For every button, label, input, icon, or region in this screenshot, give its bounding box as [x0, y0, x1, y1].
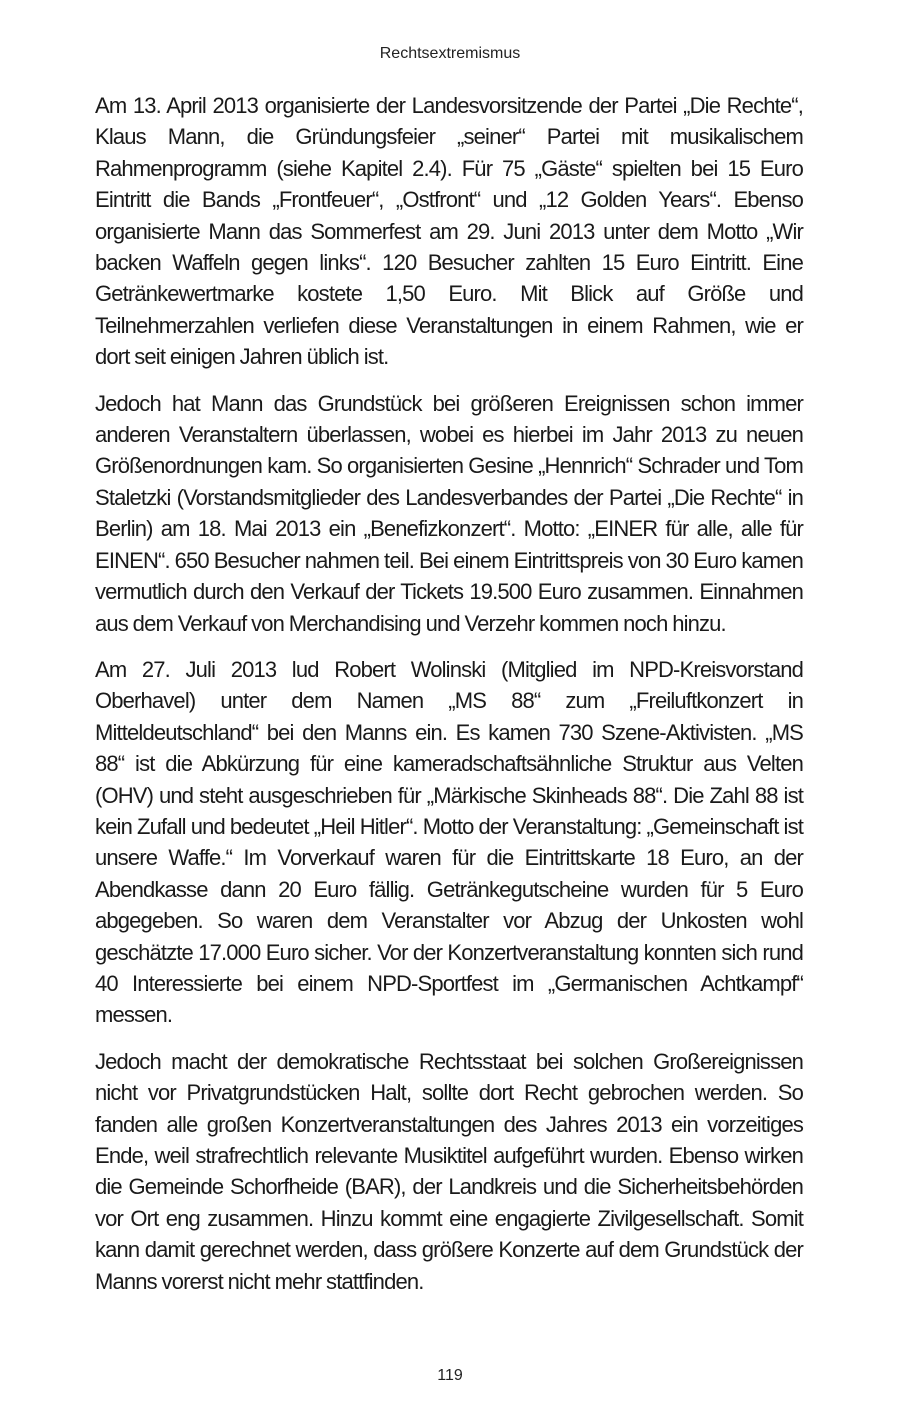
running-header: Rechtsextremismus: [379, 45, 521, 62]
paragraph: Am 27. Juli 2013 lud Robert Wolinski (Mitglied im NPD-Kreisvorstand Oberhavel) unter dem Namen „MS 88“ zum „Freiluftkonzert in Mitteldeutschland“ bei den Manns ein. Es kamen 730 Szene-Aktivisten. „MS 88“ ist die Abkürzung für eine kameradschaftsähnliche Struktur aus Velten (OHV) und steht ausgeschrieben für „Märkische Skinheads 88“. Die Zahl 88 ist kein Zufall und bedeutet „Heil Hitler“. Motto der Veranstaltung: „Gemeinschaft ist unsere Waffe.“ Im Vorverkauf waren für die Eintrittskarte 18 Euro, an der Abendkasse dann 20 Euro fällig. Getränkegutscheine wurden für 5 Euro abgegeben. So waren dem Veranstalter vor Abzug der Unkosten wohl geschätzte 17.000 Euro sicher. Vor der Konzertveranstaltung konnten sich rund 40 Interessierte bei einem NPD-Sportfest im „Germanischen Achtkampf“ messen.: [95, 656, 803, 1028]
body-text: [95, 90, 803, 1312]
page-number: 119: [437, 1367, 463, 1384]
paragraph: Jedoch hat Mann das Grundstück bei größeren Ereignissen schon immer anderen Veranstaltern überlassen, wobei es hierbei im Jahr 2013 zu neuen Größenordnungen kam. So organisierten Gesine „Hennrich“ Schrader und Tom Staletzki (Vorstandsmitglieder des Landesverbandes der Partei „Die Rechte“ in Berlin) am 18. Mai 2013 ein „Benefizkonzert“. Motto: „EINER für alle, alle für EINEN“. 650 Besucher nahmen teil. Bei einem Eintrittspreis von 30 Euro kamen vermutlich durch den Verkauf der Tickets 19.500 Euro zusammen. Einnahmen aus dem Verkauf von Merchandising und Verzehr kommen noch hinzu.: [95, 390, 803, 636]
paragraph: Am 13. April 2013 organisierte der Landesvorsitzende der Partei „Die Rechte“, Klaus Mann, die Gründungsfeier „seiner“ Partei mit musikalischem Rahmenprogramm (siehe Kapitel 2.4). Für 75 „Gäste“ spielten bei 15 Euro Eintritt die Bands „Frontfeuer“, „Ostfront“ und „12 Golden Years“. Ebenso organisierte Mann das Sommerfest am 29. Juni 2013 unter dem Motto „Wir backen Waffeln gegen links“. 120 Besucher zahlten 15 Euro Eintritt. Eine Getränkewertmarke kostete 1,50 Euro. Mit Blick auf Größe und Teilnehmerzahlen verliefen diese Veranstaltungen in einem Rahmen, wie er dort seit einigen Jahren üblich ist.: [95, 93, 803, 370]
paragraph: Jedoch macht der demokratische Rechtsstaat bei solchen Großereignissen nicht vor Privatgrundstücken Halt, sollte dort Recht gebrochen werden. So fanden alle großen Konzertveranstaltungen des Jahres 2013 ein vorzeitiges Ende, weil strafrechtlich relevante Musiktitel aufgeführt wurden. Ebenso wirken die Gemeinde Schorfheide (BAR), der Landkreis und die Sicherheitsbehörden vor Ort eng zusammen. Hinzu kommt eine engagierte Zivilgesellschaft. Somit kann damit gerechnet werden, dass größere Konzerte auf dem Grundstück der Manns vorerst nicht mehr stattfinden.: [95, 1048, 803, 1294]
